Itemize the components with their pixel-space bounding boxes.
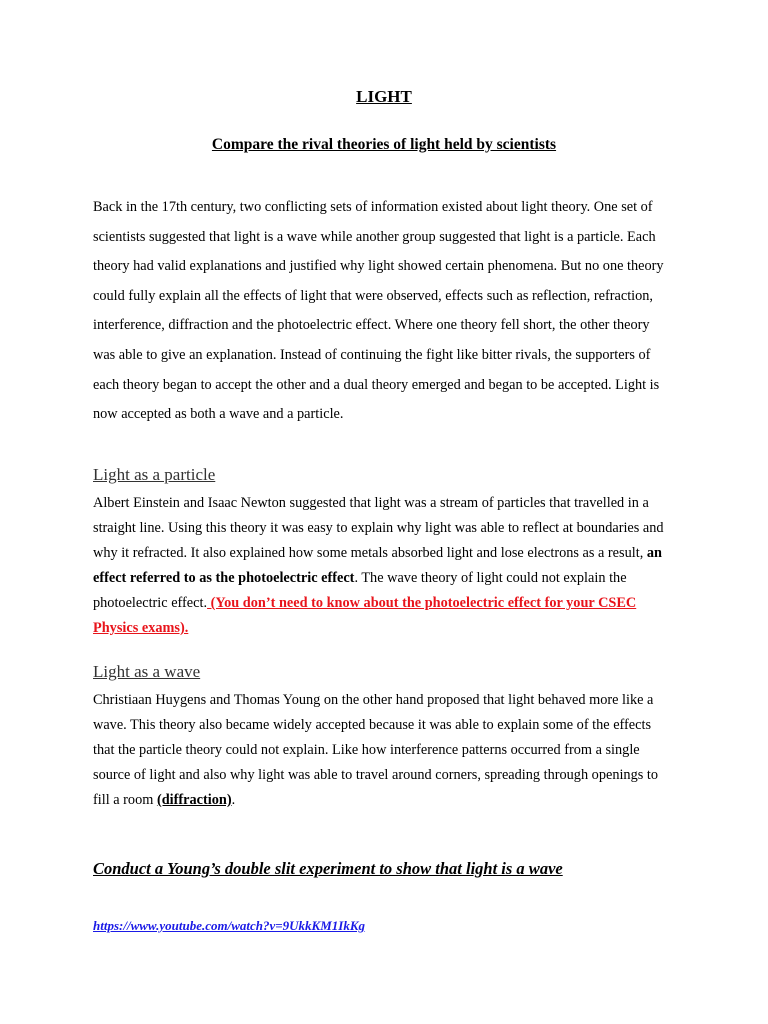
experiment-heading: Conduct a Young’s double slit experiment to show that light is a wave: [93, 859, 563, 878]
intro-paragraph: Back in the 17th century, two conflicting sets of information existed about light theory. One set of scientists suggested that light is a wave while another group suggested that light is a particle. Each theory had valid explanations and justified why light showed certain phenomena. But no one theory could fully explain all the effects of light that were observed, effects such as reflection, refraction, interference, diffraction and the photoelectric effect. Where one theory fell short, the other theory was able to give an explanation. Instead of continuing the fight like bitter rivals, the supporters of each theory began to accept the other and a dual theory emerged and began to be accepted. Light is now accepted as both a wave and a particle.: [93, 199, 664, 423]
wave-paragraph: [93, 688, 675, 813]
particle-text-2: . The wave theory of light could not explain the photoelectric effect.: [93, 570, 627, 611]
wave-heading: Light as a wave: [93, 662, 201, 681]
diffraction-bold-phrase: (diffraction): [156, 792, 232, 808]
page-subtitle: Compare the rival theories of light held by scientists: [211, 136, 557, 153]
wave-text-2: .: [231, 792, 236, 808]
particle-heading: Light as a particle: [93, 465, 216, 484]
particle-text-1: Albert Einstein and Isaac Newton suggested that light was a stream of particles that travelled in a straight line. Using this theory it was easy to explain why light was able to reflect at boundaries and why it refracted. It also explained how some metals absorbed light and lose electrons as a result,: [93, 495, 664, 561]
particle-paragraph: [93, 491, 675, 641]
page-title: LIGHT: [356, 87, 412, 106]
youtube-link[interactable]: https://www.youtube.com/watch?v=9UkkKM1IkKg: [93, 918, 366, 933]
photoelectric-bold-phrase: an effect referred to as the photoelectric effect: [93, 545, 662, 586]
wave-text-1: Christiaan Huygens and Thomas Young on the other hand proposed that light behaved more like a wave. This theory also became widely accepted because it was able to explain some of the effects that the particle theory could not explain. Like how interference patterns occurred from a single source of light and also why light was able to travel around corners, spreading through openings to fill a room: [93, 692, 658, 808]
csec-note: (You don’t need to know about the photoelectric effect for your CSEC Physics exams).: [93, 595, 637, 636]
